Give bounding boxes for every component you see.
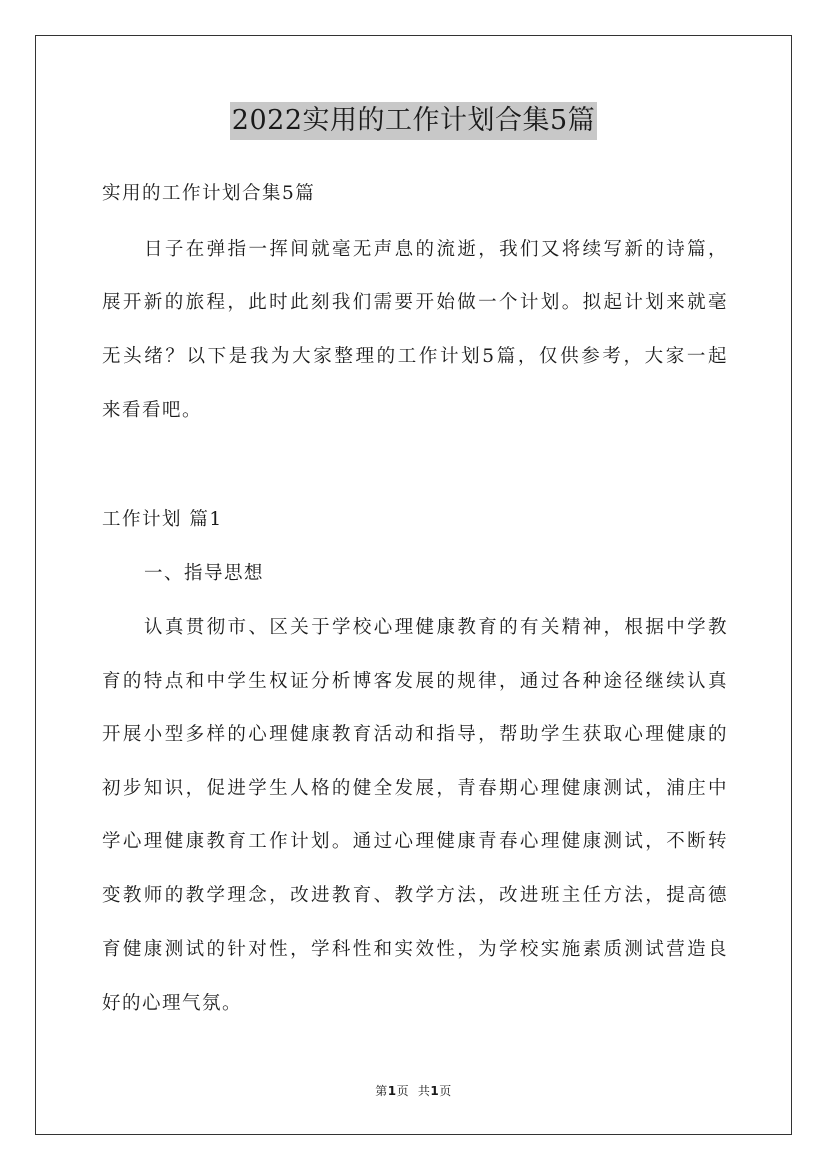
intro-line-3: 无头绪？以下是我为大家整理的工作计划5篇，仅供参考，大家一起 (102, 346, 728, 367)
footer-total-number: 1 (430, 1084, 440, 1098)
paragraph-line-2: 育的特点和中学生权证分析博客发展的规律，通过各种途径继续认真 (102, 671, 728, 692)
intro-line-1: 日子在弹指一挥间就毫无声息的流逝，我们又将续写新的诗篇， (144, 239, 728, 260)
sub-heading: 一、指导思想 (144, 563, 265, 584)
paragraph-line-3: 开展小型多样的心理健康教育活动和指导，帮助学生获取心理健康的 (102, 724, 728, 745)
document-subtitle: 实用的工作计划合集5篇 (102, 183, 316, 204)
paragraph-line-6: 变教师的教学理念，改进教育、教学方法，改进班主任方法，提高德 (102, 885, 728, 906)
paragraph-line-8: 好的心理气氛。 (102, 993, 243, 1014)
footer-page-suffix: 页 (396, 1084, 410, 1098)
page-footer (0, 1082, 827, 1099)
footer-total-prefix: 共 (417, 1084, 431, 1098)
document-title: 2022实用的工作计划合集5篇 (230, 102, 597, 140)
intro-line-4: 来看看吧。 (102, 400, 203, 421)
paragraph-line-7: 育健康测试的针对性，学科性和实效性，为学校实施素质测试营造良 (102, 939, 728, 960)
title-container (0, 102, 827, 140)
paragraph-line-4: 初步知识，促进学生人格的健全发展，青春期心理健康测试，浦庄中 (102, 778, 728, 799)
footer-page-prefix: 第 (375, 1084, 388, 1098)
intro-line-2: 展开新的旅程，此时此刻我们需要开始做一个计划。拟起计划来就毫 (102, 292, 728, 313)
paragraph-line-1: 认真贯彻市、区关于学校心理健康教育的有关精神，根据中学教 (144, 617, 728, 638)
paragraph-line-5: 学心理健康教育工作计划。通过心理健康青春心理健康测试，不断转 (102, 831, 728, 852)
section-heading: 工作计划 篇1 (102, 509, 223, 530)
footer-page-number: 1 (387, 1084, 397, 1098)
footer-total-suffix: 页 (439, 1084, 452, 1098)
